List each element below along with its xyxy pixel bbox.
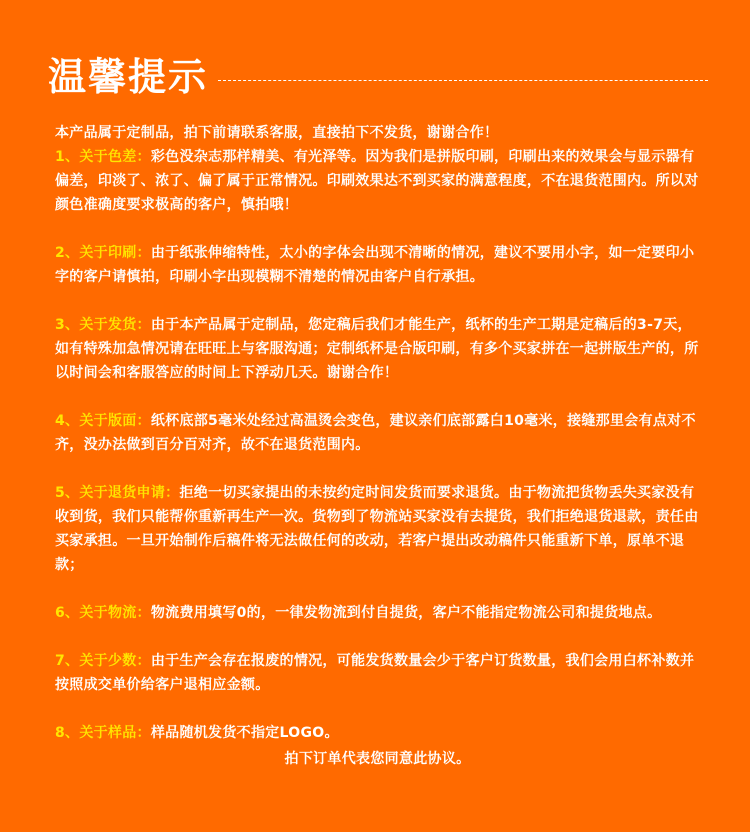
notice-item-text: 由于生产会存在报废的情况，可能发货数量会少于客户订货数量，我们会用白杯补数并按照成交单价给客户退相应金额。 [55,653,695,693]
notice-item-text: 由于本产品属于定制品，您定稿后我们才能生产，纸杯的生产工期是定稿后的3-7天，如有特殊加急情况请在旺旺上与客服沟通；定制纸杯是合版印刷，有多个买家拼在一起拼版生产的，所以时间会和客服答应的时间上下浮动几天。谢谢合作！ [55,317,699,381]
intro-text: 本产品属于定制品，拍下前请联系客服，直接拍下不发货，谢谢合作！ [55,125,499,141]
notice-item-label: 7、关于少数： [55,653,151,669]
spacer [55,217,700,241]
notice-item-text: 由于纸张伸缩特性，太小的字体会出现不清晰的情况，建议不要用小字，如一定要印小字的客户请慎拍，印刷小字出现模糊不清楚的情况由客户自行承担。 [55,245,695,285]
notice-item-text: 彩色没杂志那样精美、有光泽等。因为我们是拼版印刷，印刷出来的效果会与显示器有偏差，印淡了、浓了、偏了属于正常情况。印刷效果达不到买家的满意程度，不在退货范围内。所以对颜色准确度要求极高的客户，慎拍哦！ [55,149,699,213]
closing-statement: 拍下订单代表您同意此协议。 [284,751,471,767]
title-divider [218,80,708,81]
notice-item-printing [55,241,700,289]
spacer [55,577,700,601]
spacer [55,457,700,481]
notice-item-color [55,145,700,217]
spacer [55,289,700,313]
spacer [55,385,700,409]
notice-item-text: 拒绝一切买家提出的未按约定时间发货而要求退货。由于物流把货物丢失买家没有收到货，我们只能帮你重新再生产一次。货物到了物流站买家没有去提货，我们拒绝退货退款，责任由买家承担。一旦开始制作后稿件将无法做任何的改动，若客户提出改动稿件只能重新下单，原单不退款； [55,485,699,573]
notice-item-text: 物流费用填写0的，一律发物流到付自提货，客户不能指定物流公司和提货地点。 [150,605,662,621]
spacer [55,625,700,649]
notice-item-label: 2、关于印刷： [55,245,151,261]
notice-item-label: 8、关于样品： [55,725,151,741]
notice-item-logistics [55,601,700,625]
notice-item-label: 1、关于色差： [55,149,151,165]
notice-item-label: 5、关于退货申请： [55,485,180,501]
page-title: 温馨提示 [48,55,209,99]
notice-item-label: 6、关于物流： [55,605,151,621]
notice-item-shortage [55,649,700,697]
notice-content [55,121,700,771]
notice-item-label: 4、关于版面： [55,413,151,429]
notice-item-shipping [55,313,700,385]
title-row [48,52,708,102]
notice-item-layout [55,409,700,457]
notice-item-samples [55,721,700,745]
notice-item-label: 3、关于发货： [55,317,151,333]
spacer [55,697,700,721]
notice-item-text: 样品随机发货不指定LOGO。 [150,725,339,741]
notice-item-returns [55,481,700,577]
notice-item-text: 纸杯底部5毫米处经过高温烫会变色，建议亲们底部露白10毫米，接缝那里会有点对不齐，没办法做到百分百对齐，故不在退货范围内。 [55,413,696,453]
